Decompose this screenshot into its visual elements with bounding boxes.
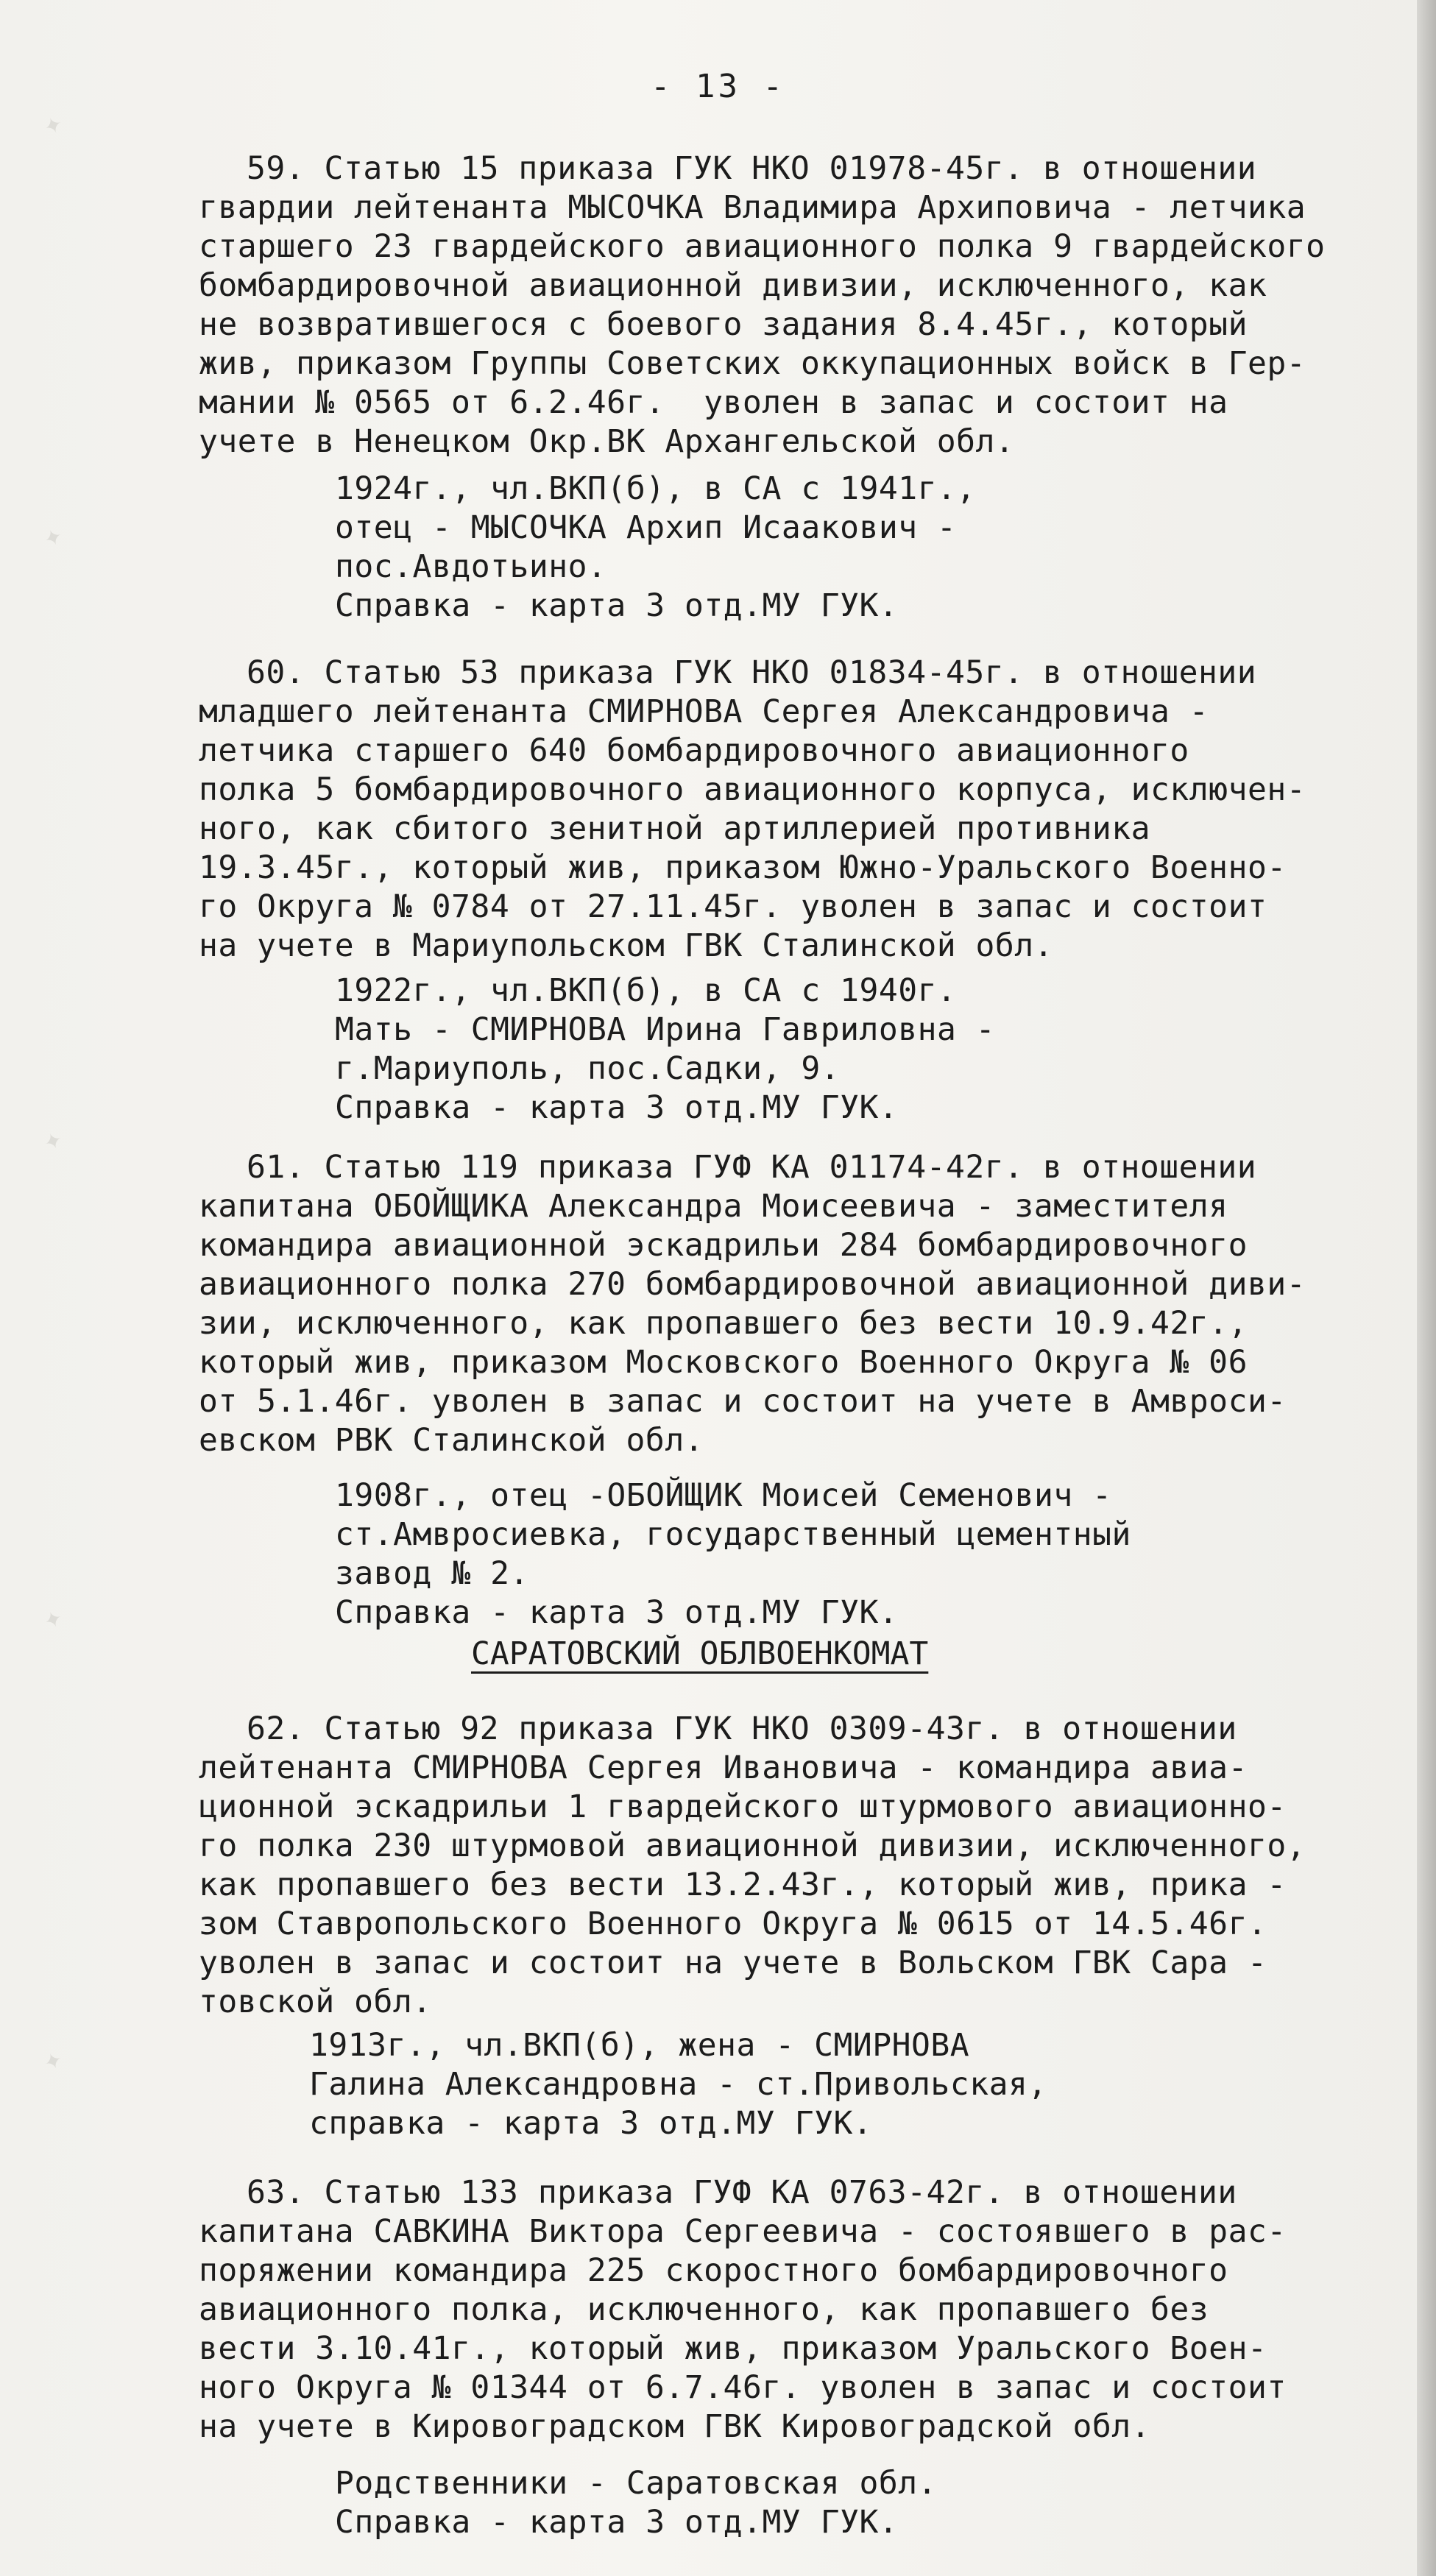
entry-line: младшего лейтенанта СМИРНОВА Сергея Александровича - — [199, 693, 1209, 730]
entry-line: ного Округа № 01344 от 6.7.46г. уволен в запас и состоит — [199, 2369, 1287, 2406]
watermark-stamp: ✦ — [40, 110, 67, 142]
entry-detail: справка - карта 3 отд.МУ ГУК. — [309, 2105, 873, 2142]
entry-line: капитана ОБОЙЩИКА Александра Моисеевича - заместителя — [199, 1188, 1228, 1225]
entry-detail: 1913г., чл.ВКП(б), жена - СМИРНОВА — [309, 2027, 970, 2064]
entry-detail: Родственники - Саратовская обл. — [335, 2465, 938, 2502]
entry-line: который жив, приказом Московского Военного Округа № 06 — [199, 1344, 1248, 1381]
entry-detail: завод № 2. — [335, 1555, 529, 1592]
watermark-stamp: ✦ — [40, 2046, 67, 2078]
entry-line: на учете в Кировоградском ГВК Кировоградской обл. — [199, 2408, 1151, 2445]
entry-line: зии, исключенного, как пропавшего без вести 10.9.42г., — [199, 1305, 1248, 1342]
entry-line: летчика старшего 640 бомбардировочного авиационного — [199, 732, 1189, 769]
entry-line: как пропавшего без вести 13.2.43г., который жив, прика - — [199, 1866, 1287, 1903]
entry-line: учете в Ненецком Окр.ВК Архангельской обл. — [199, 423, 1015, 460]
entry-line: зом Ставропольского Военного Округа № 0615 от 14.5.46г. — [199, 1906, 1267, 1942]
entry-line: гвардии лейтенанта МЫСОЧКА Владимира Архиповича - летчика — [199, 189, 1306, 226]
entry-detail: Справка - карта 3 отд.МУ ГУК. — [335, 1594, 899, 1631]
entry-detail: Галина Александровна - ст.Привольская, — [309, 2066, 1047, 2103]
entry-line: вести 3.10.41г., который жив, приказом Уральского Воен- — [199, 2330, 1267, 2367]
entry-line: 63. Статью 133 приказа ГУФ КА 0763-42г. в отношении — [247, 2174, 1237, 2211]
entry-line: 59. Статью 15 приказа ГУК НКО 01978-45г. в отношении — [247, 150, 1257, 187]
entry-line: евском РВК Сталинской обл. — [199, 1422, 704, 1459]
entry-line: 60. Статью 53 приказа ГУК НКО 01834-45г. в отношении — [247, 654, 1257, 691]
entry-detail: Справка - карта 3 отд.МУ ГУК. — [335, 587, 899, 624]
entry-detail: 1922г., чл.ВКП(б), в СА с 1940г. — [335, 972, 957, 1009]
page-edge — [1417, 0, 1436, 2576]
entry-detail: 1924г., чл.ВКП(б), в СА с 1941г., — [335, 470, 976, 507]
entry-line: авиационного полка, исключенного, как пропавшего без — [199, 2291, 1209, 2328]
section-heading: САРАТОВСКИЙ ОБЛВОЕНКОМАТ — [471, 1635, 929, 1672]
entry-line: лейтенанта СМИРНОВА Сергея Ивановича - командира авиа- — [199, 1749, 1248, 1786]
watermark-stamp: ✦ — [40, 523, 67, 554]
watermark-stamp: ✦ — [40, 1126, 67, 1158]
watermark-stamp: ✦ — [40, 1604, 67, 1636]
entry-detail: отец - МЫСОЧКА Архип Исаакович - — [335, 509, 957, 546]
entry-line: ного, как сбитого зенитной артиллерией противника — [199, 810, 1151, 847]
entry-line: полка 5 бомбардировочного авиационного корпуса, исключен- — [199, 771, 1306, 808]
entry-line: ционной эскадрильи 1 гвардейского штурмового авиационно- — [199, 1788, 1287, 1825]
entry-detail: Справка - карта 3 отд.МУ ГУК. — [335, 2504, 899, 2541]
entry-line: 61. Статью 119 приказа ГУФ КА 01174-42г. в отношении — [247, 1149, 1257, 1186]
entry-line: го Округа № 0784 от 27.11.45г. уволен в запас и состоит — [199, 888, 1267, 925]
entry-detail: Справка - карта 3 отд.МУ ГУК. — [335, 1089, 899, 1126]
entry-line: жив, приказом Группы Советских оккупационных войск в Гер- — [199, 345, 1306, 382]
entry-line: бомбардировочной авиационной дивизии, исключенного, как — [199, 267, 1267, 304]
entry-line: командира авиационной эскадрильи 284 бомбардировочного — [199, 1227, 1248, 1264]
entry-detail: пос.Авдотьино. — [335, 548, 607, 585]
entry-detail: Мать - СМИРНОВА Ирина Гавриловна - — [335, 1011, 996, 1048]
entry-line: мании № 0565 от 6.2.46г. уволен в запас и состоит на — [199, 384, 1228, 421]
entry-line: 19.3.45г., который жив, приказом Южно-Уральского Военно- — [199, 849, 1287, 886]
entry-line: не возвратившегося с боевого задания 8.4.45г., который — [199, 306, 1248, 343]
entry-line: авиационного полка 270 бомбардировочной авиационной диви- — [199, 1266, 1306, 1303]
page-number: - 13 - — [651, 68, 785, 105]
entry-detail: г.Мариуполь, пос.Садки, 9. — [335, 1050, 841, 1087]
entry-detail: 1908г., отец -ОБОЙЩИК Моисей Семенович - — [335, 1477, 1112, 1514]
entry-line: от 5.1.46г. уволен в запас и состоит на учете в Амвроси- — [199, 1383, 1287, 1420]
entry-line: поряжении командира 225 скоростного бомбардировочного — [199, 2252, 1228, 2289]
entry-line: го полка 230 штурмовой авиационной дивизии, исключенного, — [199, 1827, 1306, 1864]
entry-line: товской обл. — [199, 1984, 432, 2020]
entry-line: уволен в запас и состоит на учете в Вольском ГВК Сара - — [199, 1945, 1267, 1981]
entry-line: старшего 23 гвардейского авиационного полка 9 гвардейского — [199, 228, 1326, 265]
entry-line: капитана САВКИНА Виктора Сергеевича - состоявшего в рас- — [199, 2213, 1287, 2250]
entry-detail: ст.Амвросиевка, государственный цементный — [335, 1516, 1131, 1553]
entry-line: на учете в Мариупольском ГВК Сталинской обл. — [199, 927, 1054, 964]
entry-line: 62. Статью 92 приказа ГУК НКО 0309-43г. в отношении — [247, 1710, 1237, 1747]
